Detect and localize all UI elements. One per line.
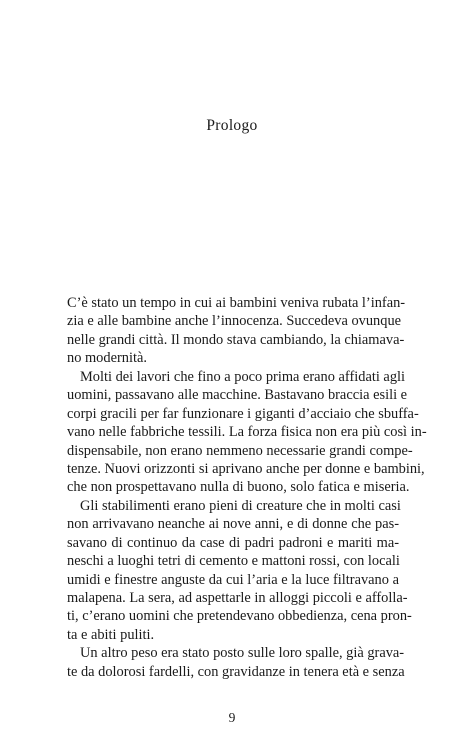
text-line: ti, c’erano uomini che pretendevano obbedienza, cena pron- bbox=[67, 608, 412, 625]
chapter-title: Prologo bbox=[206, 117, 258, 134]
text-line: non arrivavano neanche ai nove anni, e di donne che pas- bbox=[67, 516, 399, 533]
text-line: malapena. La sera, ad aspettarle in alloggi piccoli e affolla- bbox=[67, 590, 408, 606]
text-line: ta e abiti puliti. bbox=[67, 626, 155, 643]
text-line: che non prospettavano nulla di buono, solo fatica e miseria. bbox=[67, 479, 410, 496]
page-number: 9 bbox=[228, 710, 236, 725]
text-line: zia e alle bambine anche l’innocenza. Succedeva ovunque bbox=[67, 313, 402, 330]
body-text bbox=[67, 294, 427, 681]
text-line: savano di continuo da case di padri padroni e mariti ma- bbox=[67, 534, 399, 551]
text-line: neschi a luoghi tetri di cemento e mattoni rossi, con locali bbox=[67, 553, 400, 570]
text-line: Molti dei lavori che fino a poco prima erano affidati agli bbox=[80, 368, 406, 385]
text-line: Un altro peso era stato posto sulle loro spalle, già grava- bbox=[80, 645, 405, 662]
text-line: Gli stabilimenti erano pieni di creature che in molti casi bbox=[80, 497, 401, 514]
text-line: no modernità. bbox=[67, 350, 147, 367]
text-line: vano nelle fabbriche tessili. La forza fisica non era più così in- bbox=[67, 424, 427, 441]
text-line: uomini, passavano alle macchine. Bastavano braccia esili e bbox=[67, 387, 408, 404]
text-line: corpi gracili per far funzionare i giganti d’acciaio che sbuffa- bbox=[67, 405, 419, 422]
text-line: C’è stato un tempo in cui ai bambini veniva rubata l’infan- bbox=[67, 295, 406, 311]
text-line: tenze. Nuovi orizzonti si aprivano anche per donne e bambini, bbox=[67, 460, 425, 477]
text-line: dispensabile, non erano nemmeno necessarie grandi compe- bbox=[67, 442, 413, 459]
text-line: nelle grandi città. Il mondo stava cambiando, la chiamava- bbox=[67, 331, 405, 348]
text-line: umidi e finestre anguste da cui l’aria e la luce filtravano a bbox=[67, 571, 399, 588]
text-line: te da dolorosi fardelli, con gravidanze in tenera età e senza bbox=[67, 663, 405, 680]
